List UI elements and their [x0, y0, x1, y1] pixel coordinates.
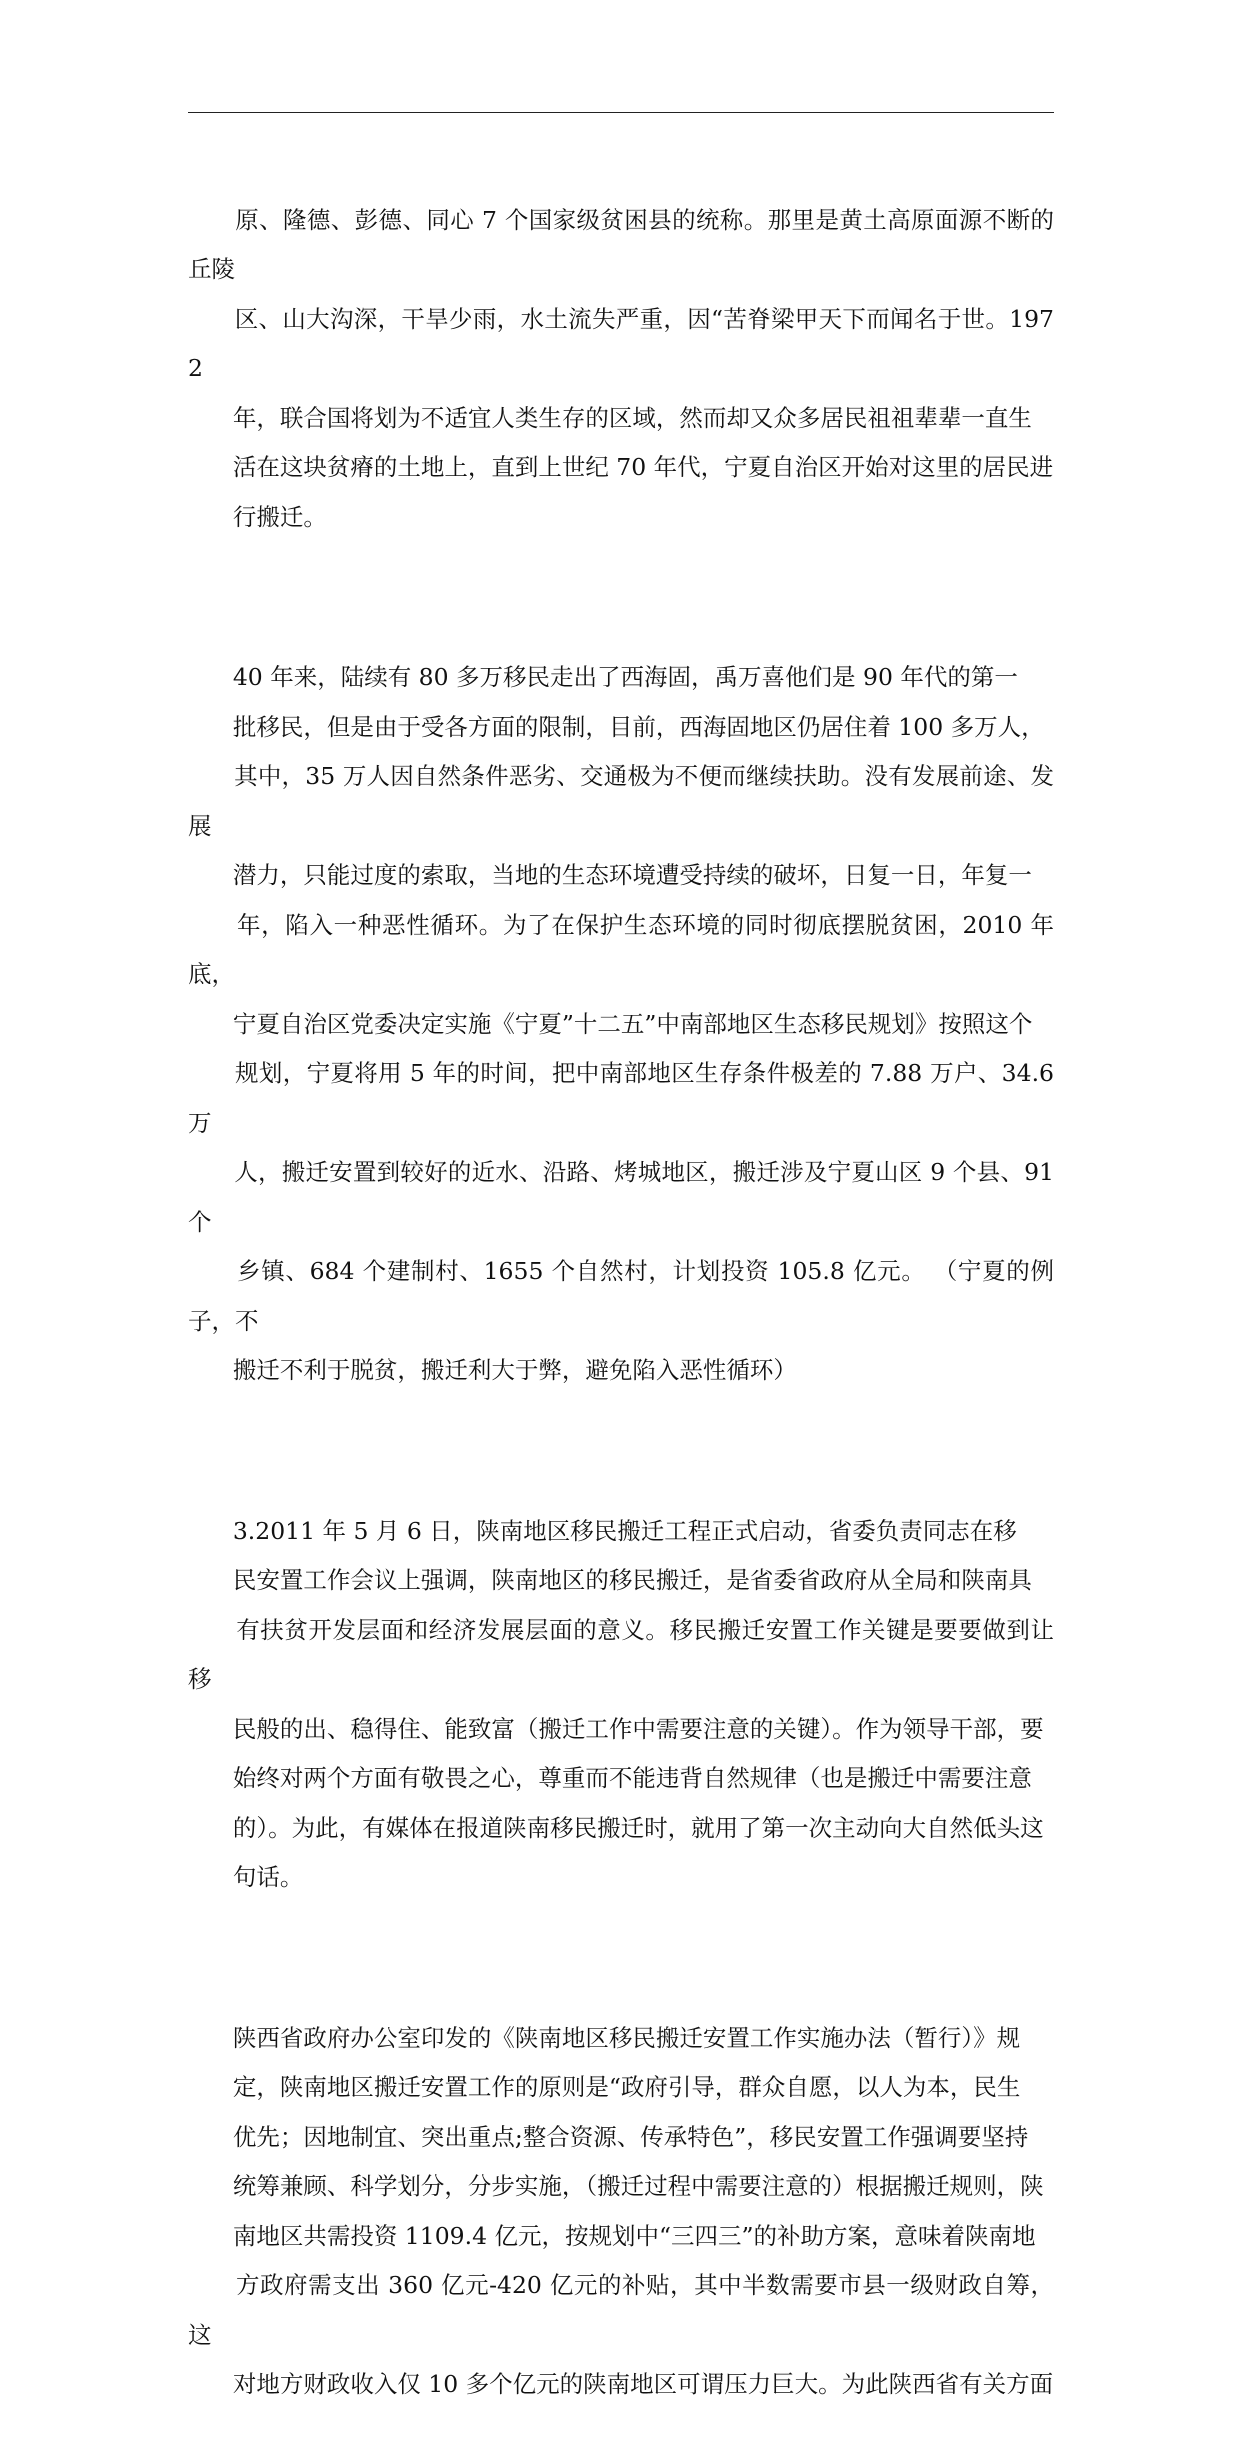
- paragraph-line: 宁夏自治区党委决定实施《宁夏”十二五”中南部地区生态移民规划》按照这个: [232, 1009, 1033, 1038]
- paragraph-line: 40 年来，陆续有 80 多万移民走出了西海固，禹万喜他们是 90 年代的第一: [232, 663, 1018, 691]
- paragraph-line: 规划，宁夏将用 5 年的时间，把中南部地区生存条件极差的 7.88 万户、34.6 万: [188, 1059, 1062, 1137]
- paragraph-line: 乡镇、684 个建制村、1655 个自然村，计划投资 105.8 亿元。 （宁夏的例子，不: [188, 1257, 1054, 1335]
- paragraph-line: 对地方财政收入仅 10 多个亿元的陕南地区可谓压力巨大。为此陕西省有关方面: [232, 2370, 1054, 2398]
- paragraph-line: 有扶贫开发层面和经济发展层面的意义。移民搬迁安置工作关键是要要做到让移: [188, 1615, 1054, 1693]
- paragraph-line: 的）。为此，有媒体在报道陕南移民搬迁时，就用了第一次主动向大自然低头这: [232, 1813, 1044, 1842]
- header-rule: [188, 112, 1054, 113]
- document-body: [188, 146, 1062, 2459]
- paragraph-line: 潜力，只能过度的索取，当地的生态环境遭受持续的破坏，日复一日，年复一: [232, 861, 1032, 889]
- paragraph-line: 南地区共需投资 1109.4 亿元，按规划中“三四三”的补助方案，意味着陕南地: [232, 2221, 1036, 2250]
- paragraph-2: [188, 604, 1062, 1446]
- paragraph-line: 句话。: [232, 1863, 304, 1891]
- paragraph-line: 区、山大沟深，干旱少雨，水土流失严重，因“苦脊梁甲天下而闻名于世。1972: [188, 304, 1054, 382]
- paragraph-line: 民般的出、稳得住、能致富（搬迁工作中需要注意的关键）。作为领导干部，要: [232, 1714, 1044, 1743]
- paragraph-line: 其中，35 万人因自然条件恶劣、交通极为不便而继续扶助。没有发展前途、发展: [188, 762, 1055, 840]
- paragraph-line: 批移民，但是由于受各方面的限制，目前，西海固地区仍居住着 100 多万人，: [232, 712, 1045, 741]
- paragraph-line: 民安置工作会议上强调，陕南地区的移民搬迁，是省委省政府从全局和陕南具: [232, 1566, 1032, 1594]
- paragraph-line: 年，陷入一种恶性循环。为了在保护生态环境的同时彻底摆脱贫困，2010 年底，: [188, 910, 1054, 988]
- paragraph-4: [188, 1964, 1054, 2459]
- paragraph-line: 行搬迁。: [232, 502, 327, 531]
- paragraph-line: 方政府需支出 360 亿元-420 亿元的补贴，其中半数需要市县一级财政自筹，这: [188, 2271, 1054, 2349]
- paragraph-line: 优先；因地制宜、突出重点;整合资源、传承特色”，移民安置工作强调要坚持: [232, 2122, 1029, 2151]
- paragraph-line: 活在这块贫瘠的土地上，直到上世纪 70 年代，宁夏自治区开始对这里的居民进: [232, 453, 1054, 481]
- paragraph-line: 定，陕南地区搬迁安置工作的原则是“政府引导，群众自愿，以人为本，民生: [232, 2073, 1021, 2101]
- paragraph-line: 搬迁不利于脱贫，搬迁利大于弊，避免陷入恶性循环）: [232, 1356, 797, 1384]
- paragraph-line: 统筹兼顾、科学划分，分步实施，（搬迁过程中需要注意的）根据搬迁规则，陕: [232, 2172, 1044, 2200]
- paragraph-line: 人，搬迁安置到较好的近水、沿路、烤城地区，搬迁涉及宁夏山区 9 个县、91 个: [188, 1158, 1062, 1236]
- paragraph-line: 年，联合国将划为不适宜人类生存的区域，然而却又众多居民祖祖辈辈一直生: [232, 403, 1032, 432]
- paragraph-line: 原、隆德、彭德、同心 7 个国家级贫困县的统称。那里是黄土高原面源不断的丘陵: [188, 205, 1054, 283]
- paragraph-line: 3.2011 年 5 月 6 日，陕南地区移民搬迁工程正式启动，省委负责同志在移: [232, 1516, 1017, 1545]
- paragraph-line: 始终对两个方面有敬畏之心，尊重而不能违背自然规律（也是搬迁中需要注意: [232, 1764, 1032, 1792]
- paragraph-1: [188, 146, 1054, 592]
- paragraph-3: [188, 1457, 1054, 1952]
- paragraph-line: 陕西省政府办公室印发的《陕南地区移民搬迁安置工作实施办法（暂行）》规: [232, 2023, 1021, 2052]
